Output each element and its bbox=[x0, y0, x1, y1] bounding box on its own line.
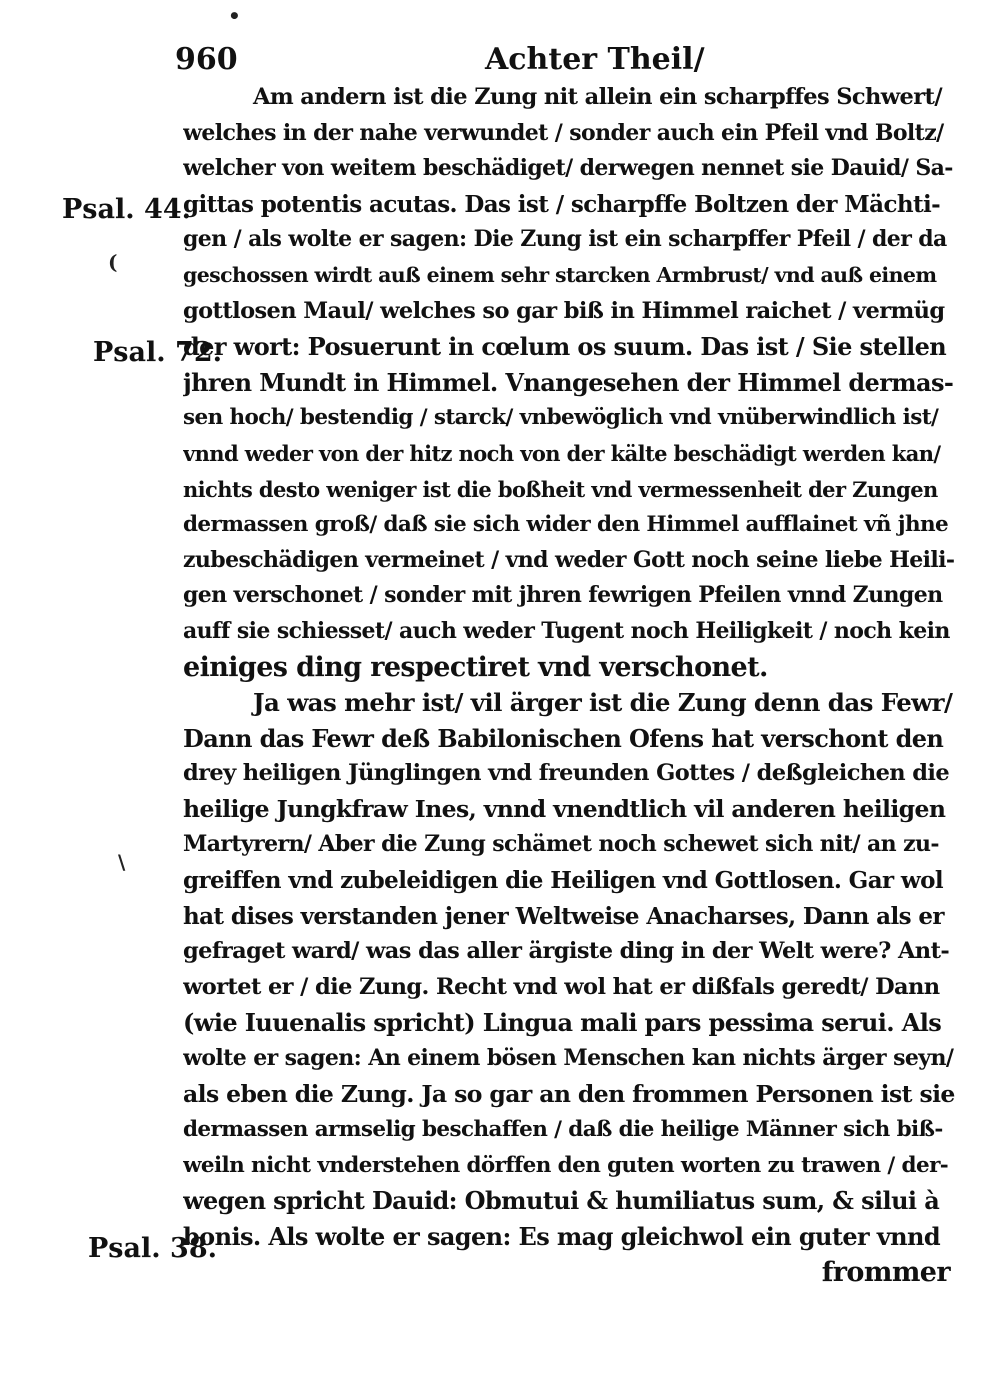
margin-note: Psal. 38. bbox=[88, 1233, 218, 1264]
stray-mark: ( bbox=[108, 250, 118, 274]
text-line: vnnd weder von der hitz noch von der kälte beschädigt werden kan/ bbox=[183, 440, 941, 466]
text-line: wegen spricht Dauid: Obmutui & humiliatus sum, & silui à bbox=[183, 1186, 940, 1216]
text-line: hat dises verstanden jener Weltweise Anacharses, Dann als er bbox=[183, 902, 944, 930]
running-head: Achter Theil/ bbox=[485, 42, 705, 77]
text-line: gefraget ward/ was das aller ärgiste ding in der Welt were? Ant- bbox=[183, 938, 950, 965]
stray-mark: \ bbox=[118, 850, 126, 874]
page-number: 960 bbox=[175, 42, 238, 77]
text-line: sen hoch/ bestendig / starck/ vnbewöglich vnd vnüberwindlich ist/ bbox=[183, 405, 939, 431]
text-line: gen / als wolte er sagen: Die Zung ist ein scharpffer Pfeil / der da bbox=[183, 226, 947, 253]
catchword: frommer bbox=[821, 1256, 950, 1288]
text-line: Martyrern/ Aber die Zung schämet noch schewet sich nit/ an zu- bbox=[183, 831, 939, 858]
stray-mark: • bbox=[228, 4, 241, 28]
text-line: welches in der nahe verwundet / sonder auch ein Pfeil vnd Boltz/ bbox=[183, 119, 944, 146]
text-line: wortet er / die Zung. Recht vnd wol hat er dißfals geredt/ Dann bbox=[183, 973, 940, 1000]
text-line: dermassen groß/ daß sie sich wider den Himmel aufflainet vñ jhne bbox=[183, 512, 949, 538]
body-text bbox=[183, 80, 955, 1290]
text-line: zubeschädigen vermeinet / vnd weder Gott noch seine liebe Heili- bbox=[183, 546, 955, 573]
text-line: Am andern ist die Zung nit allein ein scharpffes Schwert/ bbox=[253, 84, 942, 110]
text-line: Dann das Fewr deß Babilonischen Ofens hat verschont den bbox=[183, 723, 944, 753]
page-header bbox=[175, 38, 955, 78]
text-line: greiffen vnd zubeleidigen die Heiligen vnd Gottlosen. Gar wol bbox=[183, 867, 944, 895]
text-line: bonis. Als wolte er sagen: Es mag gleichwol ein guter vnnd bbox=[183, 1222, 941, 1251]
text-line: Ja was mehr ist/ vil ärger ist die Zung denn das Fewr/ bbox=[253, 688, 953, 718]
text-line: gittas potentis acutas. Das ist / scharpffe Boltzen der Mächti- bbox=[183, 190, 941, 218]
text-line: dermassen armselig beschaffen / daß die heilige Männer sich biß- bbox=[183, 1117, 943, 1143]
text-line: nichts desto weniger ist die boßheit vnd vermessenheit der Zungen bbox=[183, 476, 938, 502]
text-line: jhren Mundt in Himmel. Vnangesehen der Himmel dermas- bbox=[183, 367, 954, 397]
text-line: weiln nicht vnderstehen dörffen den guten worten zu trawen / der- bbox=[183, 1152, 949, 1178]
text-line: wolte er sagen: An einem bösen Menschen kan nichts ärger seyn/ bbox=[183, 1045, 954, 1072]
text-line: einiges ding respectiret vnd verschonet. bbox=[183, 651, 768, 683]
text-line: welcher von weitem beschädiget/ derwegen nennet sie Dauid/ Sa- bbox=[183, 155, 953, 182]
margin-note: Psal. 72. bbox=[93, 337, 223, 368]
text-line: heilige Jungkfraw Ines, vnnd vnendtlich vil anderen heiligen bbox=[183, 794, 946, 823]
text-line: geschossen wirdt auß einem sehr starcken Armbrust/ vnd auß einem bbox=[183, 262, 937, 287]
margin-note: Psal. 44. bbox=[62, 194, 192, 225]
text-line: gen verschonet / sonder mit jhren fewrigen Pfeilen vnnd Zungen bbox=[183, 582, 943, 609]
text-line: drey heiligen Jünglingen vnd freunden Gottes / deßgleichen die bbox=[183, 760, 950, 787]
text-line: (wie Iuuenalis spricht) Lingua mali pars pessima serui. Als bbox=[183, 1008, 942, 1038]
text-line: gottlosen Maul/ welches so gar biß in Himmel raichet / vermüg bbox=[183, 297, 945, 324]
text-line: auff sie schiesset/ auch weder Tugent noch Heiligkeit / noch kein bbox=[183, 617, 950, 644]
text-line: als eben die Zung. Ja so gar an den frommen Personen ist sie bbox=[183, 1079, 955, 1108]
text-line: der wort: Posuerunt in cœlum os suum. Das ist / Sie stellen bbox=[183, 332, 947, 362]
